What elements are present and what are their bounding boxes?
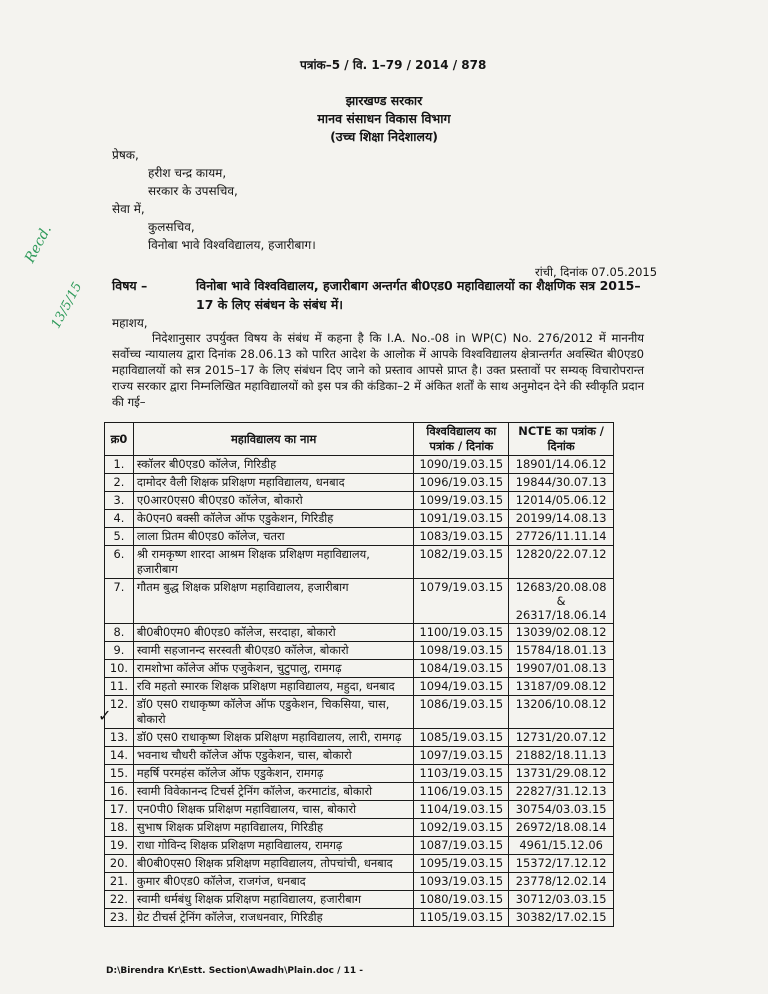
table-row — [105, 765, 614, 783]
row-university-letter: 1086/19.03.15 — [414, 696, 509, 729]
row-university-letter: 1094/19.03.15 — [414, 678, 509, 696]
row-serial: 12. — [105, 696, 134, 729]
reference-number: पत्रांक–5 / वि. 1–79 / 2014 / 878 — [300, 58, 487, 72]
received-stamp: Recd. — [22, 222, 55, 266]
row-serial: 4. — [105, 510, 134, 528]
letter-date: रांची, दिनांक 07.05.2015 — [535, 265, 658, 279]
row-college-name: एन0पी0 शिक्षक प्रशिक्षण महाविद्यालय, चास, बोकारो — [133, 801, 414, 819]
row-serial: 23. — [105, 909, 134, 927]
row-university-letter: 1105/19.03.15 — [414, 909, 509, 927]
row-ncte-letter: 12683/20.08.08 & 26317/18.06.14 — [509, 579, 614, 624]
row-college-name: कुमार बी0एड0 कॉलेज, राजगंज, धनबाद — [133, 873, 414, 891]
row-college-name: श्री रामकृष्ण शारदा आश्रम शिक्षक प्रशिक्षण महाविद्यालय, हजारीबाग — [133, 546, 414, 579]
row-college-name: गौतम बुद्ध शिक्षक प्रशिक्षण महाविद्यालय, हजारीबाग — [133, 579, 414, 624]
header-college-name: महाविद्यालय का नाम — [133, 423, 414, 456]
row-serial: 19. — [105, 837, 134, 855]
row-serial: 21. — [105, 873, 134, 891]
row-serial: 7. — [105, 579, 134, 624]
row-ncte-letter: 15372/17.12.12 — [509, 855, 614, 873]
row-ncte-letter: 19907/01.08.13 — [509, 660, 614, 678]
row-serial: 10. — [105, 660, 134, 678]
table-header-row — [105, 423, 614, 456]
row-ncte-letter: 30382/17.02.15 — [509, 909, 614, 927]
recipient-designation: कुलसचिव, — [148, 220, 195, 234]
row-college-name: डॉ0 एस0 राधाकृष्ण शिक्षक प्रशिक्षण महाविद्यालय, लारी, रामगढ़ — [133, 729, 414, 747]
row-ncte-letter: 22827/31.12.13 — [509, 783, 614, 801]
row-serial: 17. — [105, 801, 134, 819]
row-college-name: राधा गोविन्द शिक्षक प्रशिक्षण महाविद्यालय, रामगढ़ — [133, 837, 414, 855]
row-ncte-letter: 18901/14.06.12 — [509, 456, 614, 474]
sender-label: प्रेषक, — [112, 148, 139, 162]
row-university-letter: 1100/19.03.15 — [414, 624, 509, 642]
header-ncte-letter: NCTE का पत्रांक / दिनांक — [509, 423, 614, 456]
row-college-name: बी0बी0एम0 बी0एड0 कॉलेज, सरदाहा, बोकारो — [133, 624, 414, 642]
row-university-letter: 1082/19.03.15 — [414, 546, 509, 579]
row-university-letter: 1091/19.03.15 — [414, 510, 509, 528]
row-ncte-letter: 23778/12.02.14 — [509, 873, 614, 891]
row-serial: 5. — [105, 528, 134, 546]
row-ncte-letter: 27726/11.11.14 — [509, 528, 614, 546]
row-university-letter: 1085/19.03.15 — [414, 729, 509, 747]
row-ncte-letter: 13039/02.08.12 — [509, 624, 614, 642]
table-row — [105, 474, 614, 492]
row-college-name: के0एन0 बक्सी कॉलेज ऑफ एडुकेशन, गिरिडीह — [133, 510, 414, 528]
row-serial: 15. — [105, 765, 134, 783]
row-serial: 11. — [105, 678, 134, 696]
row-ncte-letter: 13731/29.08.12 — [509, 765, 614, 783]
row-college-name: डॉ0 एस0 राधाकृष्ण कॉलेज ऑफ एडुकेशन, चिकसिया, चास, बोकारो — [133, 696, 414, 729]
row-college-name: स्वामी धर्मबंधु शिक्षक प्रशिक्षण महाविद्यालय, हजारीबाग — [133, 891, 414, 909]
tick-mark: ✓ — [98, 706, 112, 725]
table-row — [105, 855, 614, 873]
row-serial: 9. — [105, 642, 134, 660]
row-university-letter: 1093/19.03.15 — [414, 873, 509, 891]
row-university-letter: 1103/19.03.15 — [414, 765, 509, 783]
table-row — [105, 729, 614, 747]
row-college-name: दामोदर वैली शिक्षक प्रशिक्षण महाविद्यालय, धनबाद — [133, 474, 414, 492]
table-row — [105, 696, 614, 729]
row-college-name: रवि महतो स्मारक शिक्षक प्रशिक्षण महाविद्यालय, महुदा, धनबाद — [133, 678, 414, 696]
row-university-letter: 1104/19.03.15 — [414, 801, 509, 819]
row-serial: 1. — [105, 456, 134, 474]
row-serial: 2. — [105, 474, 134, 492]
row-ncte-letter: 4961/15.12.06 — [509, 837, 614, 855]
row-university-letter: 1079/19.03.15 — [414, 579, 509, 624]
header-directorate: (उच्च शिक्षा निदेशालय) — [330, 129, 438, 144]
table-row — [105, 801, 614, 819]
row-serial: 18. — [105, 819, 134, 837]
table-row — [105, 642, 614, 660]
colleges-table — [104, 422, 614, 927]
row-ncte-letter: 12731/20.07.12 — [509, 729, 614, 747]
row-serial: 20. — [105, 855, 134, 873]
row-college-name: भवनाथ चौधरी कॉलेज ऑफ एडुकेशन, चास, बोकारो — [133, 747, 414, 765]
row-ncte-letter: 30754/03.03.15 — [509, 801, 614, 819]
row-college-name: ग्रेट टीचर्स ट्रेनिंग कॉलेज, राजधनवार, गिरिडीह — [133, 909, 414, 927]
row-university-letter: 1097/19.03.15 — [414, 747, 509, 765]
row-university-letter: 1090/19.03.15 — [414, 456, 509, 474]
row-college-name: ए0आर0एस0 बी0एड0 कॉलेज, बोकारो — [133, 492, 414, 510]
row-ncte-letter: 12820/22.07.12 — [509, 546, 614, 579]
row-university-letter: 1083/19.03.15 — [414, 528, 509, 546]
row-university-letter: 1080/19.03.15 — [414, 891, 509, 909]
row-serial: 16. — [105, 783, 134, 801]
salutation: महाशय, — [112, 316, 148, 330]
table-row — [105, 891, 614, 909]
row-college-name: सुभाष शिक्षक प्रशिक्षण महाविद्यालय, गिरिडीह — [133, 819, 414, 837]
row-university-letter: 1095/19.03.15 — [414, 855, 509, 873]
row-ncte-letter: 13187/09.08.12 — [509, 678, 614, 696]
table-row — [105, 510, 614, 528]
table-row — [105, 873, 614, 891]
row-university-letter: 1084/19.03.15 — [414, 660, 509, 678]
table-row — [105, 837, 614, 855]
table-row — [105, 624, 614, 642]
sender-name: हरीश चन्द्र कायम, — [148, 166, 227, 180]
table-row — [105, 579, 614, 624]
sender-designation: सरकार के उपसचिव, — [148, 184, 238, 198]
row-university-letter: 1096/19.03.15 — [414, 474, 509, 492]
header-serial: क्र0 — [105, 423, 134, 456]
row-serial: 6. — [105, 546, 134, 579]
row-ncte-letter: 20199/14.08.13 — [509, 510, 614, 528]
row-ncte-letter: 26972/18.08.14 — [509, 819, 614, 837]
header-government: झारखण्ड सरकार — [345, 93, 423, 108]
row-serial: 14. — [105, 747, 134, 765]
recipient-org: विनोबा भावे विश्वविद्यालय, हजारीबाग। — [148, 238, 316, 252]
table-row — [105, 660, 614, 678]
table-row — [105, 747, 614, 765]
row-college-name: महर्षि परमहंस कॉलेज ऑफ एडुकेशन, रामगढ़ — [133, 765, 414, 783]
subject-text: विनोबा भावे विश्वविद्यालय, हजारीबाग अन्तर्गत बी0एड0 महाविद्यालयों का शैक्षणिक सत्र 2015–17 के लिए संबंधन के संबंध में। — [196, 278, 641, 312]
row-college-name: स्वामी सहजानन्द सरस्वती बी0एड0 कॉलेज, बोकारो — [133, 642, 414, 660]
row-ncte-letter: 15784/18.01.13 — [509, 642, 614, 660]
header-university-letter: विश्वविद्यालय का पत्रांक / दिनांक — [414, 423, 509, 456]
row-college-name: लाला प्रितम बी0एड0 कॉलेज, चतरा — [133, 528, 414, 546]
row-ncte-letter: 21882/18.11.13 — [509, 747, 614, 765]
body-paragraph: निदेशानुसार उपर्युक्त विषय के संबंध में कहना है कि I.A. No.-08 in WP(C) No. 276/2012 में माननीय सर्वोच्च न्यायालय द्वारा दिनांक 28.06.13 को पारित आदेश के आलोक में आपके विश्वविद्यालय क्षेत्रान्तर्गत अवस्थित बी0एड0 महाविद्यालयों को सत्र 2015–17 के लिए संबंधन दिए जाने को प्रस्ताव आपसे प्राप्त है। उक्त प्रस्तावों पर सम्यक् विचारोपरान्त राज्य सरकार द्वारा निम्नलिखित महाविद्यालयों को इस पत्र की कंडिका–2 में अंकित शर्तों के साथ अनुमोदन देने की स्वीकृति प्रदान की गई– — [112, 331, 645, 409]
row-college-name: रामशोभा कॉलेज ऑफ एजुकेशन, चुटुपालु, रामगढ़ — [133, 660, 414, 678]
row-university-letter: 1092/19.03.15 — [414, 819, 509, 837]
row-serial: 22. — [105, 891, 134, 909]
row-ncte-letter: 12014/05.06.12 — [509, 492, 614, 510]
row-serial: 13. — [105, 729, 134, 747]
row-serial: 8. — [105, 624, 134, 642]
row-college-name: बी0बी0एस0 शिक्षक प्रशिक्षण महाविद्यालय, तोपचांची, धनबाद — [133, 855, 414, 873]
row-university-letter: 1087/19.03.15 — [414, 837, 509, 855]
row-college-name: स्कॉलर बी0एड0 कॉलेज, गिरिडीह — [133, 456, 414, 474]
table-row — [105, 819, 614, 837]
header-department: मानव संसाधन विकास विभाग — [317, 111, 451, 126]
table-row — [105, 492, 614, 510]
row-university-letter: 1106/19.03.15 — [414, 783, 509, 801]
table-row — [105, 456, 614, 474]
table-row — [105, 528, 614, 546]
table-row — [105, 678, 614, 696]
table-row — [105, 546, 614, 579]
file-path-footer: D:\Birendra Kr\Estt. Section\Awadh\Plain.doc / 11 - — [106, 966, 363, 976]
row-ncte-letter: 13206/10.08.12 — [509, 696, 614, 729]
row-college-name: स्वामी विवेकानन्द टिचर्स ट्रेनिंग कॉलेज, करमाटांड, बोकारो — [133, 783, 414, 801]
table-row — [105, 909, 614, 927]
subject-label: विषय – — [112, 278, 148, 293]
row-serial: 3. — [105, 492, 134, 510]
row-ncte-letter: 30712/03.03.15 — [509, 891, 614, 909]
row-university-letter: 1099/19.03.15 — [414, 492, 509, 510]
recipient-label: सेवा में, — [112, 202, 145, 216]
table-row — [105, 783, 614, 801]
received-stamp-date: 13/5/15 — [48, 279, 86, 332]
row-university-letter: 1098/19.03.15 — [414, 642, 509, 660]
row-ncte-letter: 19844/30.07.13 — [509, 474, 614, 492]
